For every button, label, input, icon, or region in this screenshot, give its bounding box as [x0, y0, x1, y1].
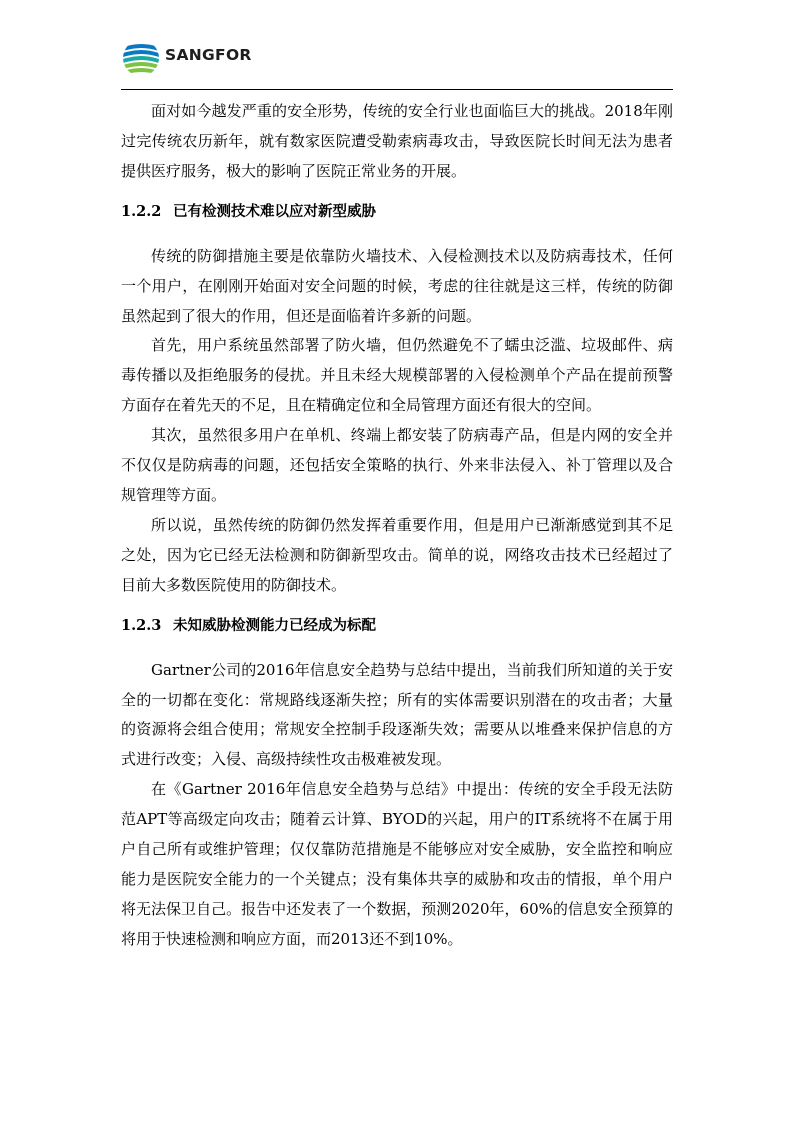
intro-paragraph: 面对如今越发严重的安全形势，传统的安全行业也面临巨大的挑战。2018年刚过完传统农历新年，就有数家医院遭受勒索病毒攻击，导致医院长时间无法为患者提供医疗服务，极大的影响了医院正常业务的开展。	[121, 102, 673, 180]
section-title: 未知威胁检测能力已经成为标配	[173, 616, 376, 634]
paragraph: 在《Gartner 2016年信息安全趋势与总结》中提出：传统的安全手段无法防范APT等高级定向攻击；随着云计算、BYOD的兴起，用户的IT系统将不在属于用户自己所有或维护管理；仅仅靠防范措施是不能够应对安全威胁，安全监控和响应能力是医院安全能力的一个关键点；没有集体共享的威胁和攻击的情报，单个用户将无法保卫自己。报告中还发表了一个数据，预测2020年，60%的信息安全预算的将用于快速检测和响应方面，而2013还不到10%。	[121, 780, 673, 948]
section-heading-1-2-2	[121, 197, 673, 226]
paragraph: Gartner公司的2016年信息安全趋势与总结中提出，当前我们所知道的关于安全的一切都在变化：常规路线逐渐失控；所有的实体需要识别潜在的攻击者；大量的资源将会组合使用；常规安全控制手段逐渐失效；需要从以堆叠来保护信息的方式进行改变；入侵、高级持续性攻击极难被发现。	[121, 660, 673, 769]
section-heading-1-2-3	[121, 611, 673, 640]
paragraph: 所以说，虽然传统的防御仍然发挥着重要作用，但是用户已渐渐感觉到其不足之处，因为它已经无法检测和防御新型攻击。简单的说，网络攻击技术已经超过了目前大多数医院使用的防御技术。	[121, 515, 673, 594]
page-header	[121, 38, 673, 90]
paragraph: 首先，用户系统虽然部署了防火墙，但仍然避免不了蠕虫泛滥、垃圾邮件、病毒传播以及拒绝服务的侵扰。并且未经大规模部署的入侵检测单个产品在提前预警方面存在着先天的不足，且在精确定位和全局管理方面还有很大的空间。	[121, 336, 673, 415]
document-body	[121, 97, 673, 955]
paragraph: 传统的防御措施主要是依靠防火墙技术、入侵检测技术以及防病毒技术，任何一个用户，在刚刚开始面对安全问题的时候，考虑的往往就是这三样，传统的防御虽然起到了很大的作用，但还是面临着许多新的问题。	[121, 246, 673, 325]
header-divider	[121, 89, 673, 90]
company-logo-text: SANGFOR	[165, 46, 252, 64]
paragraph: 其次，虽然很多用户在单机、终端上都安装了防病毒产品，但是内网的安全并不仅仅是防病毒的问题，还包括安全策略的执行、外来非法侵入、补丁管理以及合规管理等方面。	[121, 426, 673, 504]
sangfor-logo-icon	[121, 38, 161, 78]
section-title: 已有检测技术难以应对新型威胁	[173, 202, 376, 220]
section-number: 1.2.2	[121, 202, 162, 220]
section-number: 1.2.3	[121, 616, 162, 634]
